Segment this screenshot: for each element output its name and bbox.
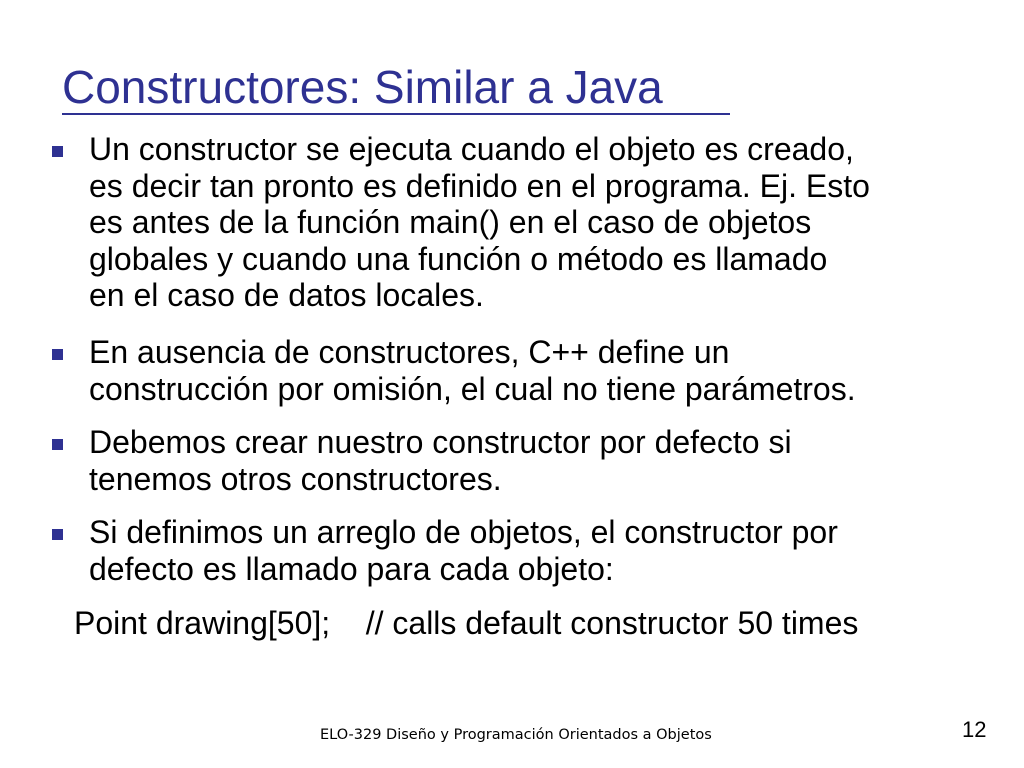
bullet-text: Un constructor se ejecuta cuando el objeto es creado, es decir tan pronto es definido en el programa. Ej. Esto es antes de la función main() en el caso de objetos globales y cuando una función o método es llamado en el caso de datos locales. bbox=[89, 131, 870, 313]
square-bullet-icon bbox=[52, 439, 63, 450]
code-example: Point drawing[50]; // calls default constructor 50 times bbox=[74, 605, 859, 641]
bullet-text: Si definimos un arreglo de objetos, el constructor por defecto es llamado para cada objeto: bbox=[89, 514, 838, 587]
slide-title: Constructores: Similar a Java bbox=[62, 61, 663, 113]
square-bullet-icon bbox=[52, 146, 63, 157]
slide-number: 12 bbox=[962, 717, 987, 742]
footer-course-name: ELO-329 Diseño y Programación Orientados a Objetos bbox=[320, 727, 712, 743]
square-bullet-icon bbox=[52, 349, 63, 360]
bullet-text: Debemos crear nuestro constructor por defecto si tenemos otros constructores. bbox=[89, 424, 792, 497]
square-bullet-icon bbox=[52, 529, 63, 540]
bullet-text: En ausencia de constructores, C++ define un construcción por omisión, el cual no tiene parámetros. bbox=[89, 334, 856, 407]
title-underline bbox=[62, 113, 730, 115]
